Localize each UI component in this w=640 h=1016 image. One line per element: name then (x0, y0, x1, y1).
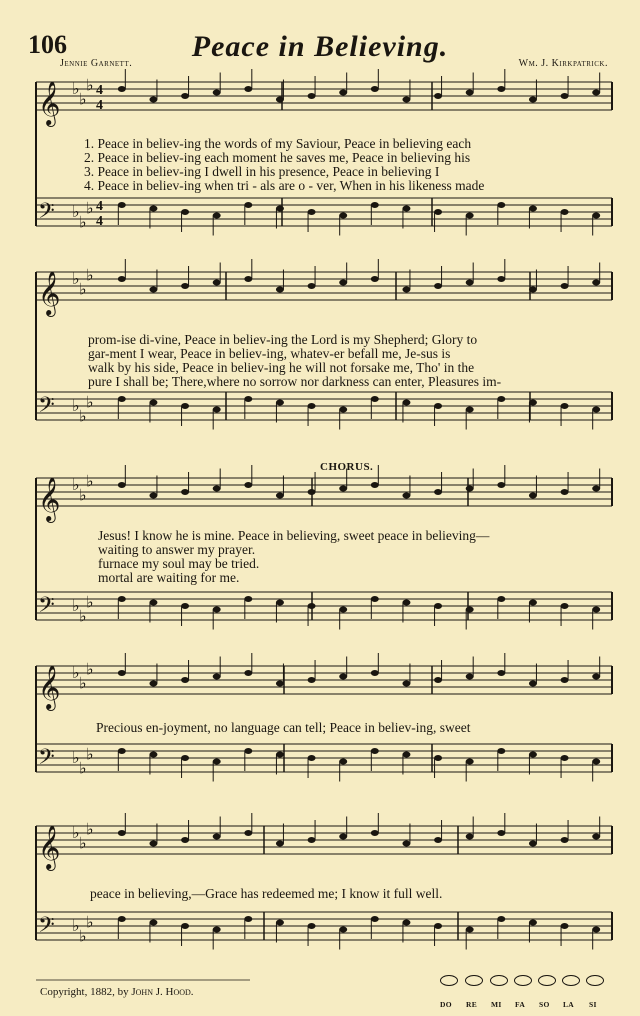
note-head (497, 670, 505, 676)
bass-clef-icon: 𝄢 (38, 199, 55, 229)
note-head (561, 923, 569, 929)
treble-clef-icon: 𝄞 (38, 825, 61, 869)
solfa-label: RE (466, 1000, 478, 1009)
flat-icon: ♭ (79, 279, 87, 299)
note-head (339, 213, 347, 219)
note-head (308, 755, 316, 761)
note-head (213, 280, 221, 286)
note-head (497, 916, 505, 922)
note-head (339, 90, 347, 96)
flat-icon: ♭ (72, 202, 80, 221)
note-head (339, 927, 347, 933)
si-shape-icon (586, 975, 604, 986)
flat-icon: ♭ (72, 748, 80, 767)
note-head (118, 596, 126, 602)
note-head (371, 830, 379, 836)
note-head (592, 674, 600, 680)
note-head (561, 209, 569, 215)
note-head (244, 748, 252, 754)
note-head (529, 841, 537, 847)
lyric-line: gar-ment I wear, Peace in believ-ing, whatev-er befall me, Je-sus is (88, 346, 451, 361)
note-head (181, 603, 189, 609)
flat-icon: ♭ (79, 673, 87, 693)
copyright-notice (40, 986, 194, 998)
flat-icon: ♭ (79, 926, 87, 946)
note-head (529, 752, 537, 758)
note-head (561, 93, 569, 99)
note-head (308, 677, 316, 683)
bass-clef-icon: 𝄢 (38, 745, 55, 775)
note-head (244, 670, 252, 676)
mi-shape-icon (490, 975, 508, 986)
note-head (276, 97, 284, 103)
note-head (402, 841, 410, 847)
lyric-line: Jesus! I know he is mine. Peace in believing, sweet peace in believing— (98, 528, 490, 543)
lyric-line: peace in believing,—Grace has redeemed me; I know it full well. (90, 886, 443, 901)
note-head (276, 600, 284, 606)
note-head (434, 209, 442, 215)
note-head (497, 276, 505, 282)
note-head (276, 206, 284, 212)
note-head (561, 677, 569, 683)
note-head (244, 482, 252, 488)
note-head (181, 755, 189, 761)
note-head (497, 748, 505, 754)
composer-credit: Wm. J. Kirkpatrick. (518, 58, 608, 69)
note-head (402, 97, 410, 103)
note-head (244, 276, 252, 282)
note-head (497, 396, 505, 402)
note-head (181, 489, 189, 495)
note-head (244, 86, 252, 92)
note-head (402, 920, 410, 926)
note-head (276, 493, 284, 499)
flat-icon: ♭ (72, 596, 80, 615)
note-head (529, 206, 537, 212)
note-head (466, 759, 474, 765)
note-head (118, 396, 126, 402)
lyric-line: 4. Peace in believ-ing when tri - als are o - ver, When in his likeness made (84, 178, 485, 193)
flat-icon: ♭ (72, 663, 80, 682)
note-head (149, 493, 157, 499)
flat-icon: ♭ (79, 485, 87, 505)
note-head (276, 920, 284, 926)
lyric-line: walk by his side, Peace in believ-ing he will not forsake me, Tho' in the (88, 360, 475, 375)
lyric-line: 1. Peace in believ-ing the words of my Saviour, Peace in believing each (84, 136, 472, 151)
note-head (434, 403, 442, 409)
note-head (181, 93, 189, 99)
note-head (213, 674, 221, 680)
lyric-line: pure I shall be; There,where no sorrow nor darkness can enter, Pleasures im- (88, 374, 502, 389)
copyright-holder: John J. Hood. (131, 986, 194, 998)
note-head (592, 486, 600, 492)
note-head (371, 276, 379, 282)
note-head (308, 603, 316, 609)
note-head (276, 400, 284, 406)
note-head (466, 90, 474, 96)
flat-icon: ♭ (72, 916, 80, 935)
note-head (181, 837, 189, 843)
note-head (244, 396, 252, 402)
solfa-label: LA (563, 1000, 575, 1009)
solfa-label: SO (539, 1000, 550, 1009)
treble-clef-icon: 𝄞 (38, 665, 61, 709)
note-head (561, 603, 569, 609)
note-head (402, 493, 410, 499)
note-head (181, 677, 189, 683)
do-shape-icon (440, 975, 458, 986)
note-head (149, 600, 157, 606)
flat-icon: ♭ (86, 744, 94, 764)
hymn-title: Peace in Believing. (191, 30, 449, 63)
lyric-line: mortal are waiting for me. (98, 570, 240, 585)
note-head (402, 600, 410, 606)
note-head (434, 603, 442, 609)
note-head (371, 596, 379, 602)
note-head (466, 486, 474, 492)
note-head (339, 759, 347, 765)
solfa-label: SI (589, 1000, 597, 1009)
note-head (529, 287, 537, 293)
note-head (149, 400, 157, 406)
note-head (308, 93, 316, 99)
note-head (276, 681, 284, 687)
note-head (276, 287, 284, 293)
chorus-label: CHORUS. (320, 461, 374, 473)
note-head (149, 97, 157, 103)
note-head (308, 837, 316, 843)
note-head (529, 97, 537, 103)
lyric-line: waiting to answer my prayer. (98, 542, 256, 557)
note-head (339, 407, 347, 413)
note-head (371, 748, 379, 754)
note-head (181, 209, 189, 215)
lyric-line: furnace my soul may be tried. (98, 556, 260, 571)
note-head (497, 482, 505, 488)
note-head (592, 607, 600, 613)
note-head (339, 486, 347, 492)
flat-icon: ♭ (79, 406, 87, 426)
note-head (213, 927, 221, 933)
solfa-label: DO (440, 1000, 452, 1009)
note-head (244, 596, 252, 602)
note-head (561, 837, 569, 843)
note-head (308, 209, 316, 215)
flat-icon: ♭ (86, 265, 94, 285)
note-head (339, 607, 347, 613)
note-head (308, 489, 316, 495)
flat-icon: ♭ (72, 269, 80, 288)
copyright-text: Copyright, 1882, by (40, 986, 129, 998)
note-head (402, 400, 410, 406)
note-head (529, 400, 537, 406)
flat-icon: ♭ (86, 819, 94, 839)
note-head (308, 283, 316, 289)
note-head (276, 752, 284, 758)
note-head (118, 482, 126, 488)
note-head (434, 283, 442, 289)
note-head (118, 202, 126, 208)
note-head (181, 923, 189, 929)
note-head (592, 90, 600, 96)
note-head (466, 213, 474, 219)
note-head (371, 916, 379, 922)
lyric-line: prom-ise di-vine, Peace in believ-ing the Lord is my Shepherd; Glory to (88, 332, 478, 347)
flat-icon: ♭ (86, 912, 94, 932)
note-head (118, 276, 126, 282)
note-head (308, 403, 316, 409)
note-head (308, 923, 316, 929)
flat-icon: ♭ (79, 833, 87, 853)
note-head (118, 830, 126, 836)
note-head (497, 86, 505, 92)
flat-icon: ♭ (79, 758, 87, 778)
note-head (213, 407, 221, 413)
note-head (561, 755, 569, 761)
time-signature-bottom: 4 (96, 98, 103, 113)
lyric-line: Precious en-joyment, no language can tell; Peace in believ-ing, sweet (96, 720, 471, 735)
note-head (244, 916, 252, 922)
note-head (402, 287, 410, 293)
time-signature-bottom: 4 (96, 214, 103, 229)
page-number: 106 (28, 30, 67, 59)
note-head (434, 677, 442, 683)
flat-icon: ♭ (72, 396, 80, 415)
note-head (434, 923, 442, 929)
note-head (371, 202, 379, 208)
note-head (213, 90, 221, 96)
treble-clef-icon: 𝄞 (38, 477, 61, 521)
bass-clef-icon: 𝄢 (38, 913, 55, 943)
note-head (149, 752, 157, 758)
note-head (149, 681, 157, 687)
flat-icon: ♭ (86, 198, 94, 218)
note-head (339, 280, 347, 286)
note-head (244, 202, 252, 208)
note-head (529, 681, 537, 687)
flat-icon: ♭ (79, 89, 87, 109)
note-head (466, 927, 474, 933)
note-head (371, 86, 379, 92)
note-head (466, 674, 474, 680)
re-shape-icon (465, 975, 483, 986)
note-head (149, 287, 157, 293)
note-head (149, 206, 157, 212)
note-head (466, 607, 474, 613)
lyric-line: 3. Peace in believ-ing I dwell in his presence, Peace in believing I (84, 164, 440, 179)
note-head (466, 407, 474, 413)
flat-icon: ♭ (79, 606, 87, 626)
note-head (561, 489, 569, 495)
time-signature-top: 4 (96, 83, 103, 98)
note-head (529, 920, 537, 926)
note-head (213, 607, 221, 613)
note-head (213, 486, 221, 492)
flat-icon: ♭ (72, 79, 80, 98)
note-head (561, 283, 569, 289)
note-head (402, 752, 410, 758)
treble-clef-icon: 𝄞 (38, 271, 61, 315)
time-signature-top: 4 (96, 199, 103, 214)
bass-clef-icon: 𝄢 (38, 593, 55, 623)
note-head (118, 916, 126, 922)
flat-icon: ♭ (86, 471, 94, 491)
note-head (276, 841, 284, 847)
note-head (434, 489, 442, 495)
note-head (118, 670, 126, 676)
flat-icon: ♭ (86, 75, 94, 95)
note-head (149, 920, 157, 926)
fa-shape-icon (514, 975, 532, 986)
flat-icon: ♭ (72, 475, 80, 494)
note-head (434, 93, 442, 99)
note-head (244, 830, 252, 836)
note-head (592, 927, 600, 933)
note-head (434, 755, 442, 761)
note-head (213, 759, 221, 765)
note-head (402, 681, 410, 687)
note-head (371, 670, 379, 676)
lyric-line: 2. Peace in believ-ing each moment he saves me, Peace in believing his (84, 150, 471, 165)
note-head (497, 830, 505, 836)
note-head (213, 213, 221, 219)
note-head (592, 280, 600, 286)
note-head (118, 86, 126, 92)
la-shape-icon (562, 975, 580, 986)
note-head (466, 834, 474, 840)
note-head (592, 834, 600, 840)
note-head (402, 206, 410, 212)
note-head (181, 403, 189, 409)
solfa-label: MI (491, 1000, 502, 1009)
solfa-label: FA (515, 1000, 526, 1009)
note-head (434, 837, 442, 843)
note-head (149, 841, 157, 847)
note-head (339, 834, 347, 840)
note-head (592, 407, 600, 413)
note-head (529, 493, 537, 499)
treble-clef-icon: 𝄞 (38, 81, 61, 125)
note-head (497, 202, 505, 208)
note-head (118, 748, 126, 754)
flat-icon: ♭ (79, 212, 87, 232)
note-head (371, 396, 379, 402)
note-head (561, 403, 569, 409)
flat-icon: ♭ (86, 392, 94, 412)
note-head (213, 834, 221, 840)
lyricist-credit: Jennie Garnett. (60, 58, 133, 69)
note-head (339, 674, 347, 680)
flat-icon: ♭ (86, 659, 94, 679)
note-head (497, 596, 505, 602)
note-head (466, 280, 474, 286)
note-head (181, 283, 189, 289)
note-head (529, 600, 537, 606)
note-head (592, 213, 600, 219)
bass-clef-icon: 𝄢 (38, 393, 55, 423)
flat-icon: ♭ (72, 823, 80, 842)
note-head (371, 482, 379, 488)
note-head (592, 759, 600, 765)
so-shape-icon (538, 975, 556, 986)
flat-icon: ♭ (86, 592, 94, 612)
